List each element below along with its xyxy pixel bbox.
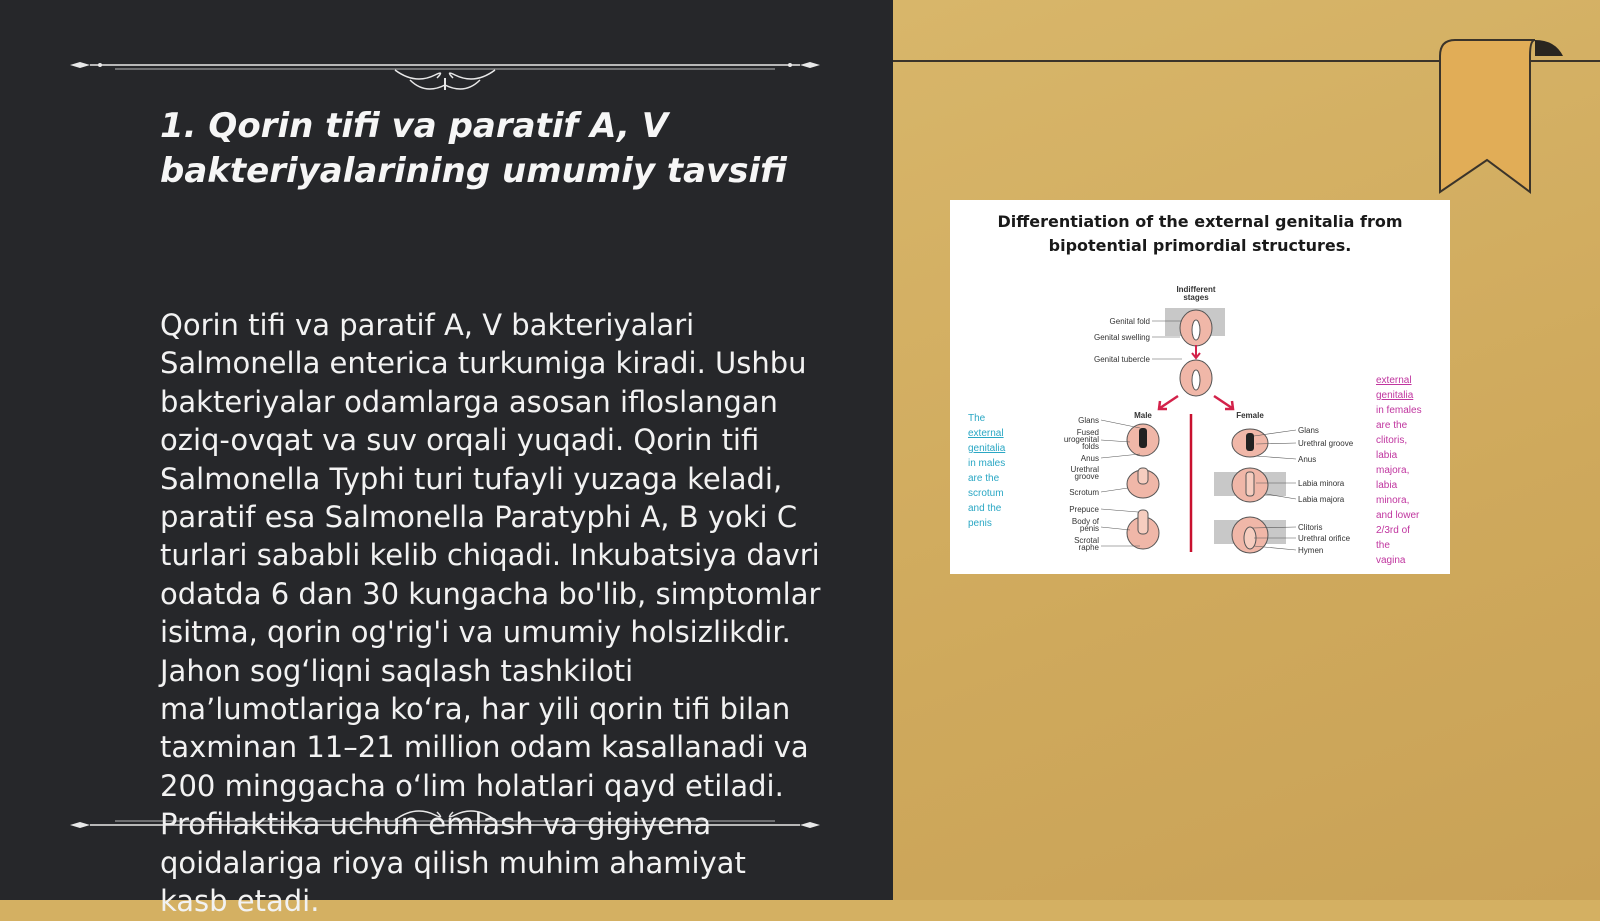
- male-note-line: scrotum: [968, 488, 1004, 499]
- stage-label: Indifferent: [1176, 285, 1216, 294]
- female-note-line: are the: [1376, 420, 1408, 431]
- genitalia-diagram-figure: [950, 200, 1450, 574]
- body-line: oziq-ovqat va suv orqali yuqadi. Qorin tifi: [160, 423, 760, 458]
- male-label: folds: [1082, 442, 1099, 451]
- female-note-line: clitoris,: [1376, 435, 1408, 446]
- body-line: Jahon sog‘liqni saqlash tashkiloti: [160, 653, 634, 688]
- female-heading: Female: [1236, 411, 1264, 420]
- top-ornament: [65, 40, 825, 90]
- figure-title-line-1: Differentiation of the external genitalia from: [997, 212, 1403, 231]
- body-line: 200 minggacha o‘lim holatlari qayd etiladi.: [160, 768, 784, 803]
- diagram-illustration: [950, 200, 1450, 574]
- slide-title-line-1: 1. Qorin tifi va paratif A, V: [160, 106, 669, 146]
- male-label: groove: [1074, 472, 1099, 481]
- male-label: raphe: [1078, 543, 1099, 552]
- bottom-ornament: [65, 800, 825, 850]
- male-note-line: The: [968, 413, 986, 424]
- male-label: Body of: [1071, 517, 1099, 526]
- slide-title-line-2: bakteriyalarining umumiy tavsifi: [160, 151, 787, 191]
- slide-title: [160, 104, 800, 194]
- male-label: Prepuce: [1069, 505, 1099, 514]
- body-line: paratif esa Salmonella Paratyphi A, B yoki C: [160, 500, 798, 535]
- male-label: urogenital: [1063, 435, 1099, 444]
- male-label: Anus: [1080, 454, 1099, 463]
- male-note-line: genitalia: [968, 443, 1006, 454]
- female-label: Urethral groove: [1298, 439, 1354, 448]
- label-genital-tubercle: Genital tubercle: [1093, 355, 1150, 364]
- male-label: Fused: [1076, 428, 1099, 437]
- male-label: Scrotum: [1069, 488, 1099, 497]
- female-note-line: external: [1376, 375, 1412, 386]
- male-note: [968, 413, 1006, 529]
- male-note-line: and the: [968, 503, 1002, 514]
- body-line: qoidalariga rioya qilish muhim ahamiyat: [160, 845, 746, 880]
- stage-label: stages: [1183, 293, 1209, 302]
- body-line: kasb etadi.: [160, 884, 320, 919]
- label-genital-swelling: Genital swelling: [1093, 333, 1150, 342]
- female-note-line: 2/3rd of: [1376, 525, 1410, 536]
- male-label: Urethral: [1070, 465, 1099, 474]
- male-note-line: in males: [968, 458, 1006, 469]
- female-note-line: minora,: [1376, 495, 1410, 506]
- female-label: Glans: [1298, 426, 1319, 435]
- body-line: Qorin tifi va paratif A, V bakteriyalari: [160, 308, 695, 342]
- male-note-line: are the: [968, 473, 1000, 484]
- body-line: ma’lumotlariga ko‘ra, har yili qorin tifi bilan: [160, 692, 791, 727]
- female-note-line: genitalia: [1376, 390, 1414, 401]
- body-line: turlari sababli kelib chiqadi. Inkubatsiya davri: [160, 538, 820, 573]
- label-genital-fold: Genital fold: [1109, 317, 1150, 326]
- male-note-line: penis: [968, 518, 992, 529]
- body-line: isitma, qorin og'rig'i va umumiy holsizlikdir.: [160, 615, 791, 650]
- arrow-to-male: [1159, 396, 1178, 409]
- female-note-line: and lower: [1376, 510, 1420, 521]
- female-label: Anus: [1298, 455, 1317, 464]
- female-note-line: majora,: [1376, 465, 1410, 476]
- body-line: Salmonella enterica turkumiga kiradi. Ushbu: [160, 346, 807, 381]
- arrow-to-female: [1214, 396, 1233, 409]
- female-label: Urethral orifice: [1298, 534, 1351, 543]
- female-note-line: labia: [1376, 450, 1398, 461]
- body-line: taxminan 11–21 million odam kasallanadi va: [160, 730, 809, 765]
- female-label: Labia majora: [1298, 495, 1345, 504]
- body-line: Salmonella Typhi turi tufayli yuzaga keladi,: [160, 461, 783, 496]
- female-note: [1376, 375, 1422, 566]
- female-note-line: vagina: [1376, 555, 1406, 566]
- body-line: Profilaktika uchun emlash va gigiyena: [160, 807, 712, 842]
- female-label: Hymen: [1298, 546, 1324, 555]
- female-label: Labia minora: [1298, 479, 1345, 488]
- male-label: penis: [1079, 524, 1099, 533]
- bookmark-ribbon-icon: [1435, 36, 1565, 198]
- female-note-line: the: [1376, 540, 1390, 551]
- body-line: bakteriyalar odamlarga asosan ifloslangan: [160, 384, 778, 419]
- female-note-line: in females: [1376, 405, 1422, 416]
- male-label: Glans: [1078, 416, 1099, 425]
- figure-title-line-2: bipotential primordial structures.: [1048, 236, 1352, 255]
- male-label: Scrotal: [1074, 536, 1099, 545]
- male-heading: Male: [1134, 411, 1152, 420]
- male-note-line: external: [968, 428, 1004, 439]
- female-note-line: labia: [1376, 480, 1398, 491]
- body-line: odatda 6 dan 30 kungacha bo'lib, simptomlar: [160, 576, 821, 611]
- female-label: Clitoris: [1298, 523, 1323, 532]
